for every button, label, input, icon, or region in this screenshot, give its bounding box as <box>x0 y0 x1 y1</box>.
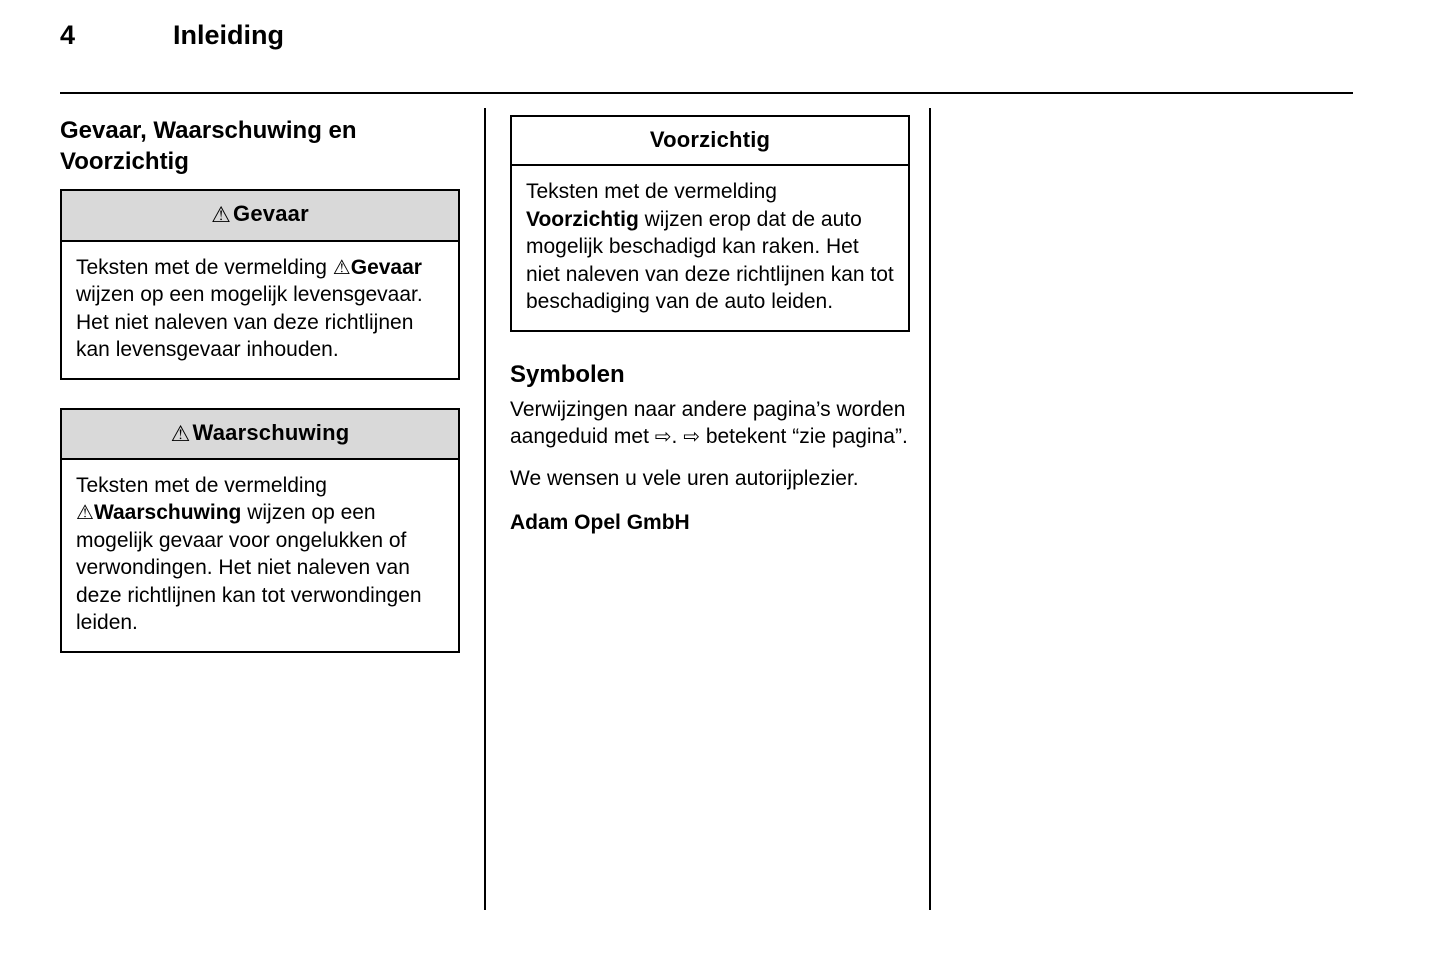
symbols-text-part-3: betekent “zie pagina”. <box>699 425 908 449</box>
page-reference-arrow-icon: ⇨ <box>654 426 672 449</box>
caution-body-prefix: Teksten met de vermelding <box>526 180 777 204</box>
danger-notice-title-label: Gevaar <box>233 201 309 227</box>
header-divider <box>60 92 1353 94</box>
danger-body-prefix: Teksten met de vermelding <box>76 255 333 279</box>
section-heading: Gevaar, Waarschuwing en Voorzichtig <box>60 117 357 175</box>
warning-notice-box <box>60 408 460 653</box>
left-column <box>60 108 460 681</box>
warning-body-suffix: wijzen op een mogelijk gevaar voor ongelukken of verwondingen. Het niet naleven van deze richtlijnen kan tot verwondingen leiden. <box>76 501 422 635</box>
danger-body-suffix: wijzen op een mogelijk levensgevaar. Het niet naleven van deze richtlijnen kan levensgevaar inhouden. <box>76 283 423 362</box>
caution-body-bold: Voorzichtig <box>526 207 639 231</box>
page-title: Inleiding <box>173 20 284 50</box>
warning-body-prefix: Teksten met de vermelding <box>76 473 327 497</box>
warning-triangle-icon-inline: ⚠ <box>76 502 94 525</box>
warning-triangle-icon: ⚠ <box>211 202 232 228</box>
warning-notice-body <box>62 460 458 651</box>
symbols-text-part-2: . <box>671 425 684 449</box>
warning-notice-title <box>62 410 458 460</box>
caution-notice-title-label: Voorzichtig <box>649 127 771 152</box>
symbols-text-part-1: Verwijzingen naar andere pagina’s worden aangeduid met <box>510 397 906 449</box>
warning-triangle-icon: ⚠ <box>170 420 191 446</box>
warning-triangle-icon-inline: ⚠ <box>332 256 351 279</box>
danger-notice-box <box>60 189 460 379</box>
warning-notice-title-label: Waarschuwing <box>192 419 350 445</box>
page-header <box>60 22 1350 84</box>
warning-body-bold: Waarschuwing <box>93 501 242 525</box>
danger-body-bold: Gevaar <box>350 255 422 279</box>
symbols-heading: Symbolen <box>510 360 625 388</box>
column-divider-1 <box>484 108 486 910</box>
caution-notice-box <box>510 115 910 332</box>
danger-notice-title <box>62 191 458 241</box>
company-name: Adam Opel GmbH <box>510 510 690 534</box>
closing-paragraph: We wensen u vele uren autorijplezier. <box>510 467 859 491</box>
symbols-paragraph <box>510 396 910 451</box>
page-reference-arrow-icon: ⇨ <box>683 426 700 449</box>
caution-body-suffix: wijzen erop dat de auto mogelijk beschadigd kan raken. Het niet naleven van deze richtlijnen kan tot beschadiging van de auto leiden. <box>526 207 894 314</box>
danger-notice-body <box>62 242 458 378</box>
caution-notice-title <box>512 117 908 166</box>
column-divider-2 <box>929 108 931 910</box>
right-column <box>510 108 910 551</box>
caution-notice-body <box>512 166 908 330</box>
page-number: 4 <box>60 20 76 50</box>
